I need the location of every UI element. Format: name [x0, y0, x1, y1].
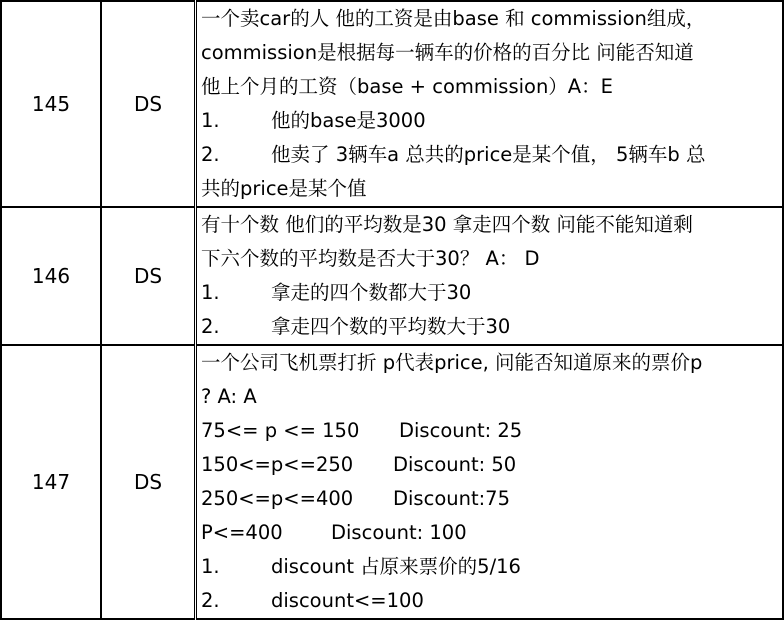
option-line [201, 584, 782, 618]
option-number: 1. [201, 281, 220, 304]
discount-value: Discount: 25 [399, 419, 523, 442]
price-range: 250<=p<=400 [201, 487, 354, 510]
discount-condition-line [201, 482, 782, 516]
option-text: 拿走四个数的平均数大于30 [271, 315, 511, 338]
discount-condition-line [201, 414, 782, 448]
question-content-cell[interactable] [196, 1, 784, 207]
option-text: 他卖了 3辆车a 总共的price是某个值， 5辆车b 总 [271, 143, 706, 166]
question-number-cell[interactable]: 146 [1, 207, 101, 345]
option-line [201, 550, 782, 584]
question-line: 他上个月的工资（base + commission）A：E [201, 75, 613, 98]
question-type-cell[interactable]: DS [101, 1, 196, 207]
discount-condition-line [201, 448, 782, 482]
discount-value: Discount: 100 [331, 521, 467, 544]
option-number: 1. [201, 555, 220, 578]
option-number: 2. [201, 143, 220, 166]
table-row [1, 345, 783, 619]
option-text: 他的base是3000 [271, 109, 426, 132]
option-line [201, 138, 782, 172]
question-type-cell[interactable]: DS [101, 207, 196, 345]
question-line: commission是根据每一辆车的价格的百分比 问能否知道 [201, 41, 694, 64]
question-number-cell[interactable]: 145 [1, 1, 101, 207]
discount-condition-line [201, 516, 782, 550]
option-line [201, 276, 782, 310]
question-line: 一个卖car的人 他的工资是由base 和 commission组成， [201, 7, 706, 30]
option-number: 1. [201, 109, 220, 132]
option-number: 2. [201, 589, 220, 612]
discount-value: Discount: 50 [393, 453, 517, 476]
table-row [1, 1, 783, 207]
option-line [201, 310, 782, 344]
question-number-cell[interactable]: 147 [1, 345, 101, 619]
option-text: 拿走的四个数都大于30 [271, 281, 472, 304]
option-text: discount 占原来票价的5/16 [271, 555, 521, 578]
option-line [201, 104, 782, 138]
price-range: 75<= p <= 150 [201, 419, 360, 442]
question-line: 下六个数的平均数是否大于30？ A： D [201, 247, 540, 270]
question-line: 有十个数 他们的平均数是30 拿走四个数 问能不能知道剩 [201, 213, 693, 236]
option-number: 2. [201, 315, 220, 338]
question-content-cell[interactable] [196, 345, 784, 619]
question-type-cell[interactable]: DS [101, 345, 196, 619]
question-content-cell[interactable] [196, 207, 784, 345]
discount-value: Discount:75 [393, 487, 510, 510]
option-text: discount<=100 [271, 589, 424, 612]
price-range: 150<=p<=250 [201, 453, 354, 476]
option-continuation: 共的price是某个值 [201, 177, 367, 200]
price-range: P<=400 [201, 521, 283, 544]
question-line: ? A: A [201, 385, 257, 408]
question-line: 一个公司飞机票打折 p代表price, 问能否知道原来的票价p [201, 351, 703, 374]
table-row [1, 207, 783, 345]
